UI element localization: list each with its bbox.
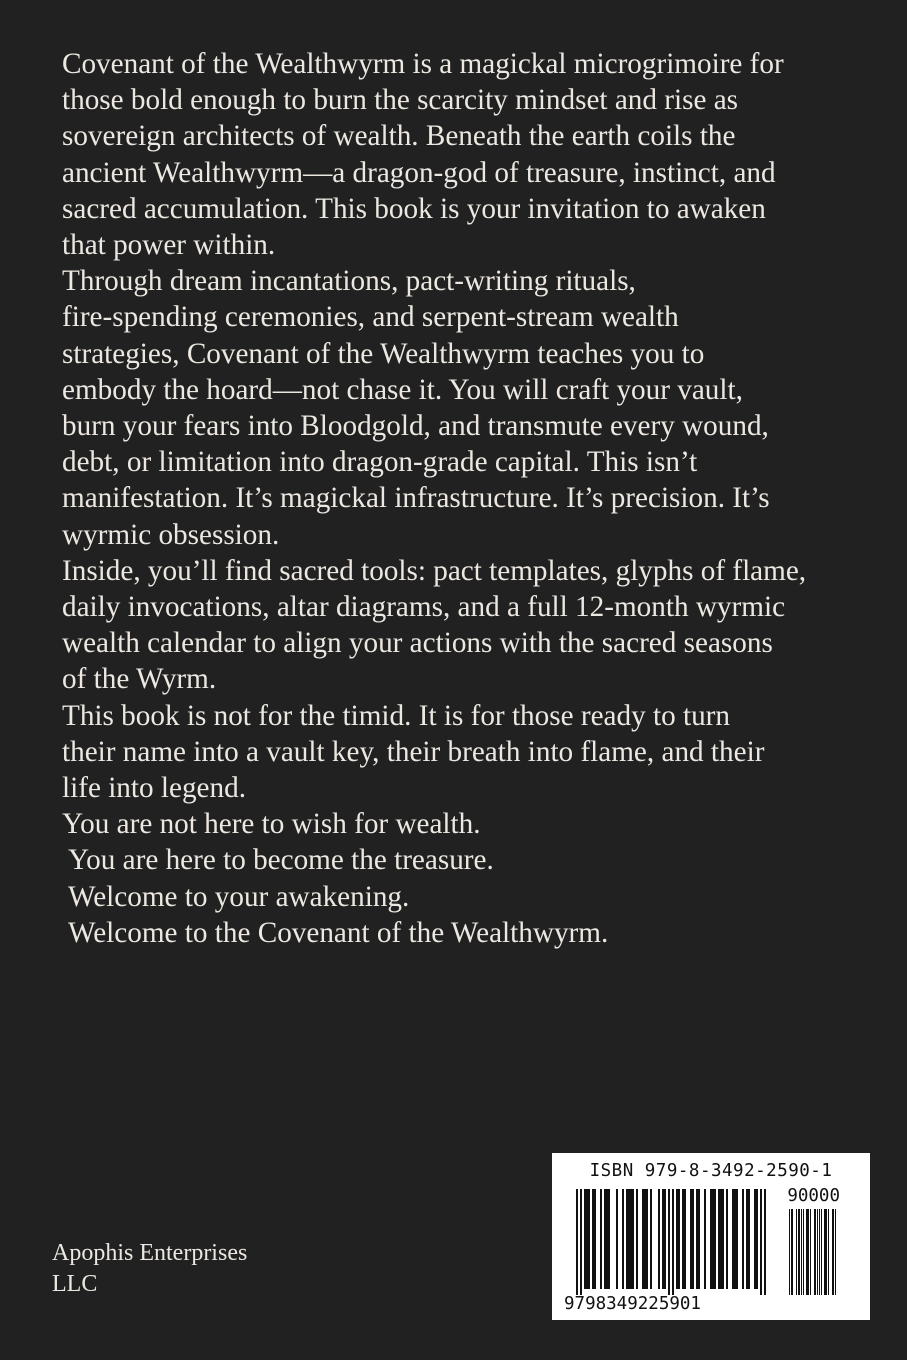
barcode-bar <box>682 1189 684 1289</box>
barcode-bar <box>698 1189 700 1289</box>
barcode-bar <box>826 1209 827 1295</box>
barcode-bar <box>628 1189 630 1289</box>
barcode-bar <box>710 1189 712 1289</box>
barcode-bar <box>736 1189 738 1289</box>
barcode-bar <box>668 1189 670 1295</box>
barcode-graphic <box>552 1153 870 1320</box>
closing-line-2: You are here to become the treasure. <box>68 844 494 877</box>
barcode-bar <box>791 1209 792 1295</box>
barcode-bar <box>754 1189 756 1289</box>
barcode-bar <box>764 1189 766 1295</box>
barcode-bar <box>626 1189 628 1289</box>
barcode-bar <box>718 1189 720 1289</box>
price-code-digits: 90000 <box>787 1186 840 1206</box>
barcode-bar <box>734 1189 736 1289</box>
isbn-barcode-box <box>552 1153 870 1320</box>
barcode-bar <box>819 1209 820 1295</box>
barcode-bar <box>606 1189 608 1289</box>
barcode-bar <box>824 1209 825 1295</box>
barcode-bar <box>789 1209 790 1295</box>
barcode-bar <box>712 1189 714 1289</box>
barcode-bar <box>630 1189 632 1289</box>
ean-bars <box>576 1189 766 1295</box>
barcode-bar <box>636 1189 638 1289</box>
barcode-bar <box>810 1209 811 1295</box>
blurb-paragraph-2: Through dream incantations, pact-writing rituals, fire-spending ceremonies, and serpent-stream wealth strategies, Covenant of the Wealthwyrm teaches you to embody the hoard—not chase it. You will craft your vault, burn your fears into Bloodgold, and transmute every wound, debt, or limitation into dragon-grade capital. This isn’t manifestation. It’s magickal infrastructure. It’s precision. It’s wyrmic obsession. <box>62 265 770 551</box>
barcode-bar <box>714 1189 716 1289</box>
barcode-bar <box>792 1209 793 1295</box>
barcode-bar <box>821 1209 822 1295</box>
barcode-bar <box>650 1189 652 1289</box>
barcode-bar <box>662 1189 664 1289</box>
barcode-bar <box>760 1189 762 1295</box>
barcode-bar <box>684 1189 686 1289</box>
blurb-paragraph-3: Inside, you’ll find sacred tools: pact templates, glyphs of flame, daily invocations, altar diagrams, and a full 12-month wyrmic wealth calendar to align your actions with the sacred seasons of the Wyrm. <box>62 554 807 696</box>
barcode-bar <box>676 1189 678 1289</box>
barcode-bar <box>642 1189 644 1289</box>
barcode-bar <box>692 1189 694 1289</box>
barcode-bar <box>672 1189 674 1295</box>
barcode-bar <box>815 1209 816 1295</box>
price-bars <box>789 1209 836 1295</box>
ean-digits: 9798349225901 <box>564 1294 701 1314</box>
barcode-bar <box>803 1209 804 1295</box>
barcode-bar <box>742 1189 744 1289</box>
back-cover-blurb <box>62 46 852 951</box>
barcode-bar <box>817 1209 818 1295</box>
barcode-bar <box>604 1189 606 1289</box>
barcode-bar <box>796 1209 797 1295</box>
closing-line-1: You are not here to wish for wealth. <box>62 808 481 841</box>
blurb-paragraph-4: This book is not for the timid. It is for those ready to turn their name into a vault key, their breath into flame, and their life into legend. <box>62 699 765 805</box>
barcode-bar <box>832 1209 833 1295</box>
barcode-bar <box>798 1209 799 1295</box>
closing-lines <box>62 806 852 951</box>
barcode-bar <box>756 1189 758 1289</box>
blurb-paragraph-1: Covenant of the Wealthwyrm is a magickal microgrimoire for those bold enough to burn the scarcity mindset and rise as sovereign architects of wealth. Beneath the earth coils the ancient Wealthwyrm—a dragon-god of treasure, instinct, and sacred accumulation. This book is your invitation to awaken that power within. <box>62 48 784 262</box>
publisher-line-1: Apophis Enterprises <box>52 1240 248 1266</box>
barcode-bar <box>814 1209 815 1295</box>
barcode-bar <box>632 1189 634 1289</box>
barcode-bar <box>608 1189 610 1289</box>
barcode-bar <box>807 1209 808 1295</box>
barcode-bar <box>664 1189 666 1289</box>
barcode-bar <box>808 1209 809 1295</box>
barcode-bar <box>720 1189 722 1289</box>
barcode-bar <box>722 1189 724 1289</box>
barcode-bar <box>825 1209 826 1295</box>
barcode-bar <box>592 1189 594 1289</box>
barcode-bar <box>588 1189 590 1289</box>
barcode-bar <box>616 1189 618 1289</box>
barcode-bar <box>644 1189 646 1289</box>
barcode-bar <box>801 1209 802 1295</box>
publisher-name <box>52 1238 247 1300</box>
barcode-bar <box>576 1189 578 1295</box>
isbn-label: ISBN 979-8-3492-2590-1 <box>589 1161 833 1181</box>
barcode-bar <box>726 1189 728 1289</box>
barcode-bar <box>586 1189 588 1289</box>
barcode-bar <box>658 1189 660 1289</box>
barcode-bar <box>622 1189 624 1289</box>
barcode-bar <box>704 1189 706 1289</box>
barcode-bar <box>600 1189 602 1289</box>
barcode-bar <box>690 1189 692 1289</box>
barcode-bar <box>746 1189 748 1289</box>
barcode-bar <box>584 1189 586 1289</box>
barcode-bar <box>646 1189 648 1289</box>
barcode-bar <box>748 1189 750 1289</box>
barcode-bar <box>696 1189 698 1289</box>
barcode-bar <box>828 1209 829 1295</box>
barcode-bar <box>732 1189 734 1289</box>
barcode-bar <box>580 1189 582 1295</box>
barcode-bar <box>799 1209 800 1295</box>
barcode-bar <box>835 1209 836 1295</box>
barcode-bar <box>806 1209 807 1295</box>
barcode-bar <box>594 1189 596 1289</box>
barcode-bar <box>678 1189 680 1289</box>
barcode-bar <box>833 1209 834 1295</box>
publisher-line-2: LLC <box>52 1271 98 1297</box>
closing-line-3: Welcome to your awakening. <box>68 880 410 913</box>
closing-line-4: Welcome to the Covenant of the Wealthwyrm. <box>68 916 609 949</box>
